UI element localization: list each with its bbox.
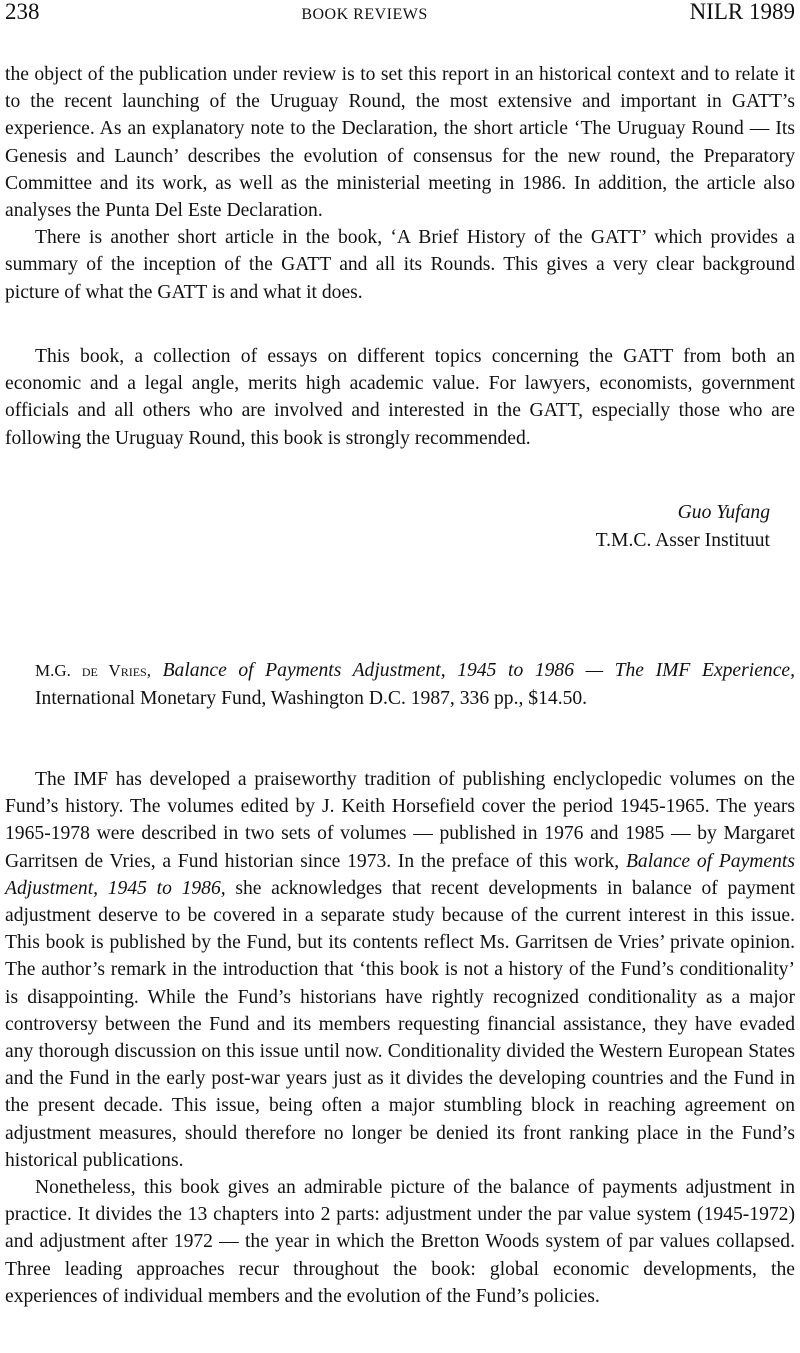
journal-label: NILR 1989: [689, 0, 795, 24]
review-2-paragraph-1-part-a: The IMF has developed a praiseworthy tradition of publishing enclyclopedic volumes on the Fund’s history. The volumes edited by J. Keith Horsefield cover the period 1945-1965. The years 1965-1978 were described in two sets of volumes — published in 1976 and 1985 — by Margaret Garritsen de Vries, a Fund historian since 1973. In the preface of this work,: [5, 769, 795, 872]
review-1-body: [5, 61, 795, 306]
review-1-conclusion: This book, a collection of essays on different topics concerning the GATT from both an economic and a legal angle, merits high academic value. For lawyers, economists, government officials and all others who are involved and interested in the GATT, especially those who are following the Uruguay Round, this book is strongly recommended.: [5, 346, 795, 449]
page-header: [5, 0, 795, 24]
reviewer-institution: T.M.C. Asser Instituut: [595, 530, 770, 551]
review-2-book-title: Balance of Payments Adjustment, 1945 to 1986,: [5, 850, 795, 899]
citation-author: M.G. de Vries,: [35, 661, 151, 680]
running-title: BOOK REVIEWS: [301, 6, 428, 23]
review-2-paragraph-1: [5, 766, 795, 1174]
review-1-paragraph-2: There is another short article in the book, ‘A Brief History of the GATT’ which provides a summary of the inception of the GATT and all its Rounds. This gives a very clear background picture of what the GATT is and what it does.: [5, 227, 795, 303]
review-2-paragraph-1-part-b: she acknowledges that recent developments in balance of payment adjustment deserve to be covered in a separate study because of the current interest in this issue. This book is published by the Fund, but its contents reflect Ms. Garritsen de Vries’ private opinion. The author’s remark in the introduction that ‘this book is not a history of the Fund’s conditionality’ is disappointing. While the Fund’s historians have rightly recognized conditionality as a major controversy between the Fund and its members requesting financial assistance, they have evaded any thorough discussion on this issue until now. Conditionality divided the Western European States and the Fund in the early post-war years just as it divides the developing countries and the Fund in the present decade. This issue, being often a major stumbling block in reaching agreement on adjustment measures, should therefore no longer be denied its front ranking place in the Fund’s historical publications.: [5, 877, 795, 1171]
review-1-paragraph-1: the object of the publication under review is to set this report in an historical context and to relate it to the recent launching of the Uruguay Round, the most extensive and important in GATT’s experience. As an explanatory note to the Declaration, the short article ‘The Uruguay Round — Its Genesis and Launch’ describes the evolution of consensus for the new round, the Preparatory Committee and its work, as well as the ministerial meeting in 1986. In addition, the article also analyses the Punta Del Este Declaration.: [5, 64, 795, 222]
review-2-paragraph-2: Nonetheless, this book gives an admirable picture of the balance of payments adjustment in practice. It divides the 13 chapters into 2 parts: adjustment under the par value system (1945-1972) and adjustment after 1972 — the year in which the Bretton Woods system of par values collapsed. Three leading approaches recur throughout the book: global economic developments, the experiences of individual members and the evolution of the Fund’s policies.: [5, 1177, 795, 1307]
citation-title: Balance of Payments Adjustment, 1945 to 1986 — The IMF Experience,: [162, 660, 795, 681]
review-2-body: [5, 766, 795, 1310]
citation-publication: International Monetary Fund, Washington D.C. 1987, 336 pp., $14.50.: [35, 688, 588, 709]
book-citation: [35, 657, 795, 713]
page-number: 238: [5, 0, 40, 24]
reviewer-name: Guo Yufang: [677, 502, 770, 523]
